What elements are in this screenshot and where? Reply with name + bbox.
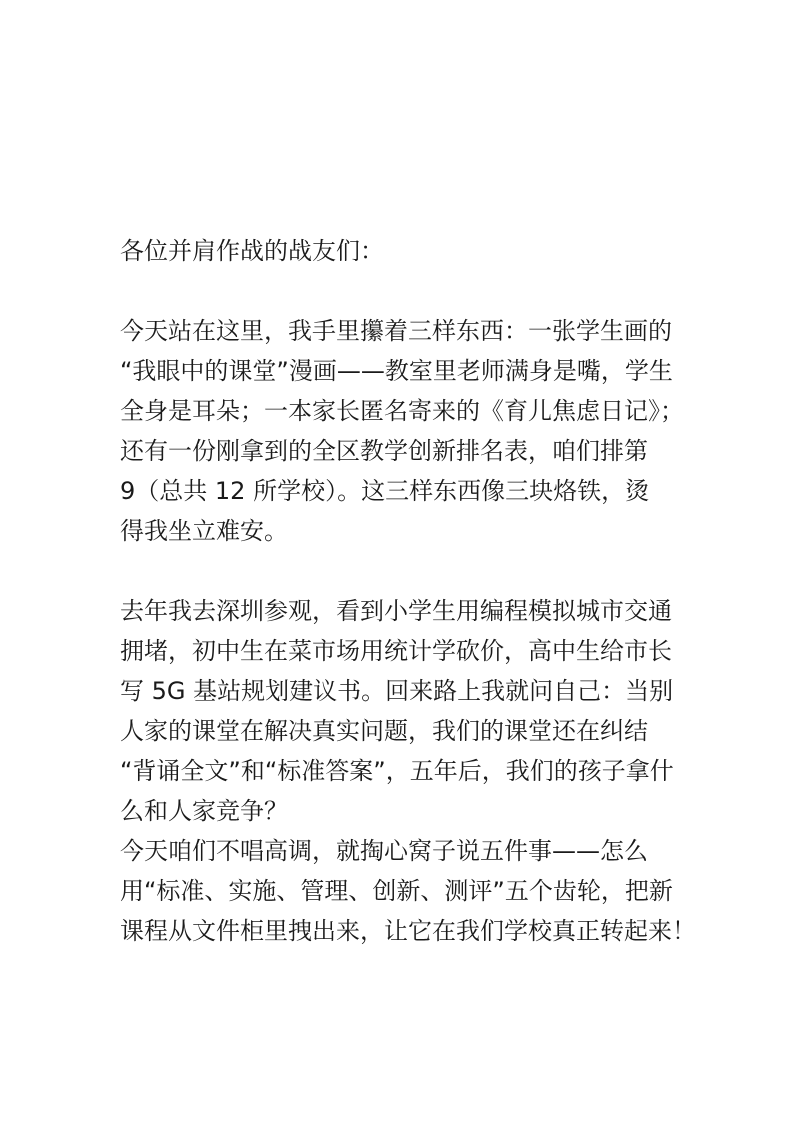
paragraph-line: 9（总共 12 所学校）。这三样东西像三块烙铁，烫 [120,477,650,505]
paragraph-line: 得我坐立难安。 [120,517,288,545]
paragraph-2 [120,591,695,831]
paragraph-line: 课程从文件柜里拽出来，让它在我们学校真正转起来！ [120,917,696,945]
blank-line [120,551,695,591]
document-page [120,231,695,951]
paragraph-line: 用“标准、实施、管理、创新、测评”五个齿轮，把新 [120,877,673,905]
paragraph-1 [120,311,695,551]
salutation: 各位并肩作战的战友们： [120,237,384,265]
blank-line [120,271,695,311]
paragraph-line: 还有一份刚拿到的全区教学创新排名表，咱们排第 [120,437,648,465]
paragraph-line: 么和人家竞争？ [120,797,288,825]
paragraph-line: 今天咱们不唱高调，就掏心窝子说五件事——怎么 [120,837,648,865]
paragraph-line: 拥堵，初中生在菜市场用统计学砍价，高中生给市长 [120,637,672,665]
paragraph-line: 人家的课堂在解决真实问题，我们的课堂还在纠结 [120,717,648,745]
paragraph-line: 写 5G 基站规划建议书。回来路上我就问自己：当别 [120,677,674,705]
paragraph-line: “我眼中的课堂”漫画——教室里老师满身是嘴，学生 [120,357,673,385]
paragraph-3 [120,831,695,951]
paragraph-line: 去年我去深圳参观，看到小学生用编程模拟城市交通 [120,597,672,625]
paragraph-line: “背诵全文”和“标准答案”，五年后，我们的孩子拿什 [120,757,674,785]
paragraph-line: 全身是耳朵；一本家长匿名寄来的《育儿焦虑日记》； [120,397,684,425]
paragraph-line: 今天站在这里，我手里攥着三样东西：一张学生画的 [120,317,672,345]
